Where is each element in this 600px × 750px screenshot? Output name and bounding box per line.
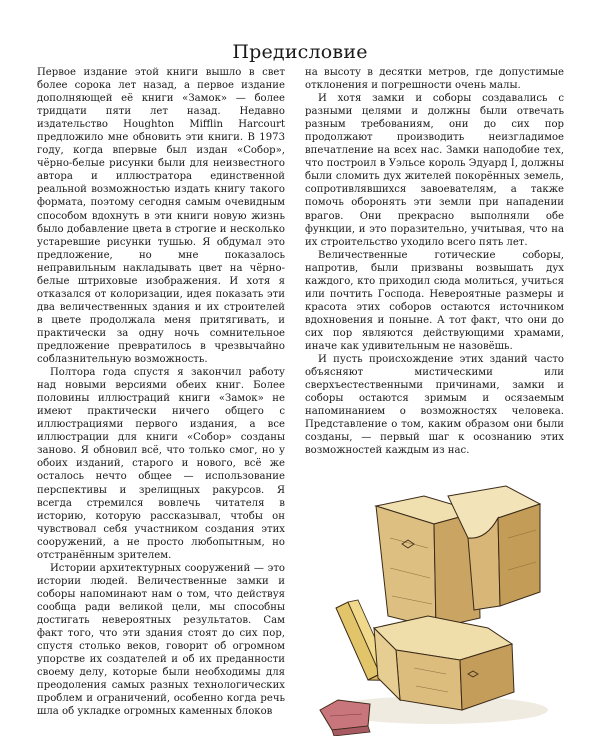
paragraph: Полтора года спустя я закончил работу над новыми версиями обеих книг. Более половины иллюстраций книги «Замок» не имеют практически ничего общего с иллюстрациями первого издания, а все иллюстрации для книги «Собор» созданы заново. Я обновил всё, что только смог, но у обоих изданий, старого и нового, всё же осталось нечто общее — использование перспективы и зрелищных ракурсов. Я всегда стремился вовлечь читателя в историю, которую рассказывал, чтобы он чувствовал себя участником создания этих сооружений, а не просто любопытным, но отстранённым зрителем. — [37, 367, 285, 561]
page-title: Предисловие — [232, 40, 368, 63]
front-stone-block — [374, 616, 514, 710]
paragraph: Первое издание этой книги вышло в свет более сорока лет назад, а первое издание дополняющей её книги «Замок» — более тридцати пяти лет назад. Недавно издательство Houghton Mifflin Harcourt предложило мне обновить эти книги. В 1973 году, когда впервые был издан «Собор», чёрно-белые рисунки были для неизвестного автора и иллюстратора единственной реальной возможностью издать книгу такого формата, поэтому сегодня самым очевидным способом вдохнуть в эти книги новую жизнь было добавление цвета в строгие и несколько устаревшие рисунки тушью. Я обдумал это предложение, но мне показалось неправильным накладывать цвет на чёрно-белые штриховые изображения. И хотя я отказался от колоризации, идея показать эти два величественных здания и их строителей в цвете продолжала меня притягивать, и практически за одну ночь сомнительное предложение превратилось в чрезвычайно соблазнительную возможность. — [37, 67, 285, 366]
paragraph: И пусть происхождение этих зданий часто объясняют мистическими или сверхъестественными причинами, замки и соборы остаются зримым и осязаемым напоминанием о возможностях человека. Представление о том, каким образом они были созданы, — первый шаг к осознанию этих возможностей каждым из нас. — [305, 354, 564, 457]
red-template-piece — [320, 700, 370, 736]
paragraph: И хотя замки и соборы создавались с разными целями и должны были отвечать разным требованиям, они до сих пор продолжают производить неизгладимое впечатление на всех нас. Замки наподобие тех, что построил в Уэльсе король Эдуард I, должны были сломить дух жителей покорённых земель, сопротивлявшихся завоевателям, а также помочь оборонять эти земли при нападении врагов. Они прекрасно выполняли обе функции, и это поразительно, учитывая, что на их строительство уходило всего пять лет. — [305, 93, 564, 248]
right-text-column — [305, 66, 564, 457]
paragraph: Истории архитектурных сооружений — это истории людей. Величественные замки и соборы напоминают нам о том, что действуя сообща ради великой цели, мы способны достигать невероятных результатов. Сам факт того, что эти здания стоят до сих пор, спустя столько веков, говорит об огромном упорстве их создателей и об их преданности своему делу, которые были необходимы для преодоления самых разных технологических проблем и ограничений, особенно когда речь шла об укладке огромных каменных блоков — [37, 562, 285, 718]
paragraph: на высоту в десятки метров, где допустимые отклонения и погрешности очень малы. — [305, 67, 564, 92]
left-text-column — [37, 66, 285, 718]
paragraph: Величественные готические соборы, напротив, были призваны возвышать дух каждого, кто приходил сюда молиться, учиться или почтить Господа. Невероятные размеры и красота этих соборов остаются источником вдохновения и поныне. А тот факт, что они до сих пор являются действующими храмами, иначе как удивительным не назовёшь. — [305, 249, 564, 352]
stone-blocks-illustration — [318, 478, 570, 736]
